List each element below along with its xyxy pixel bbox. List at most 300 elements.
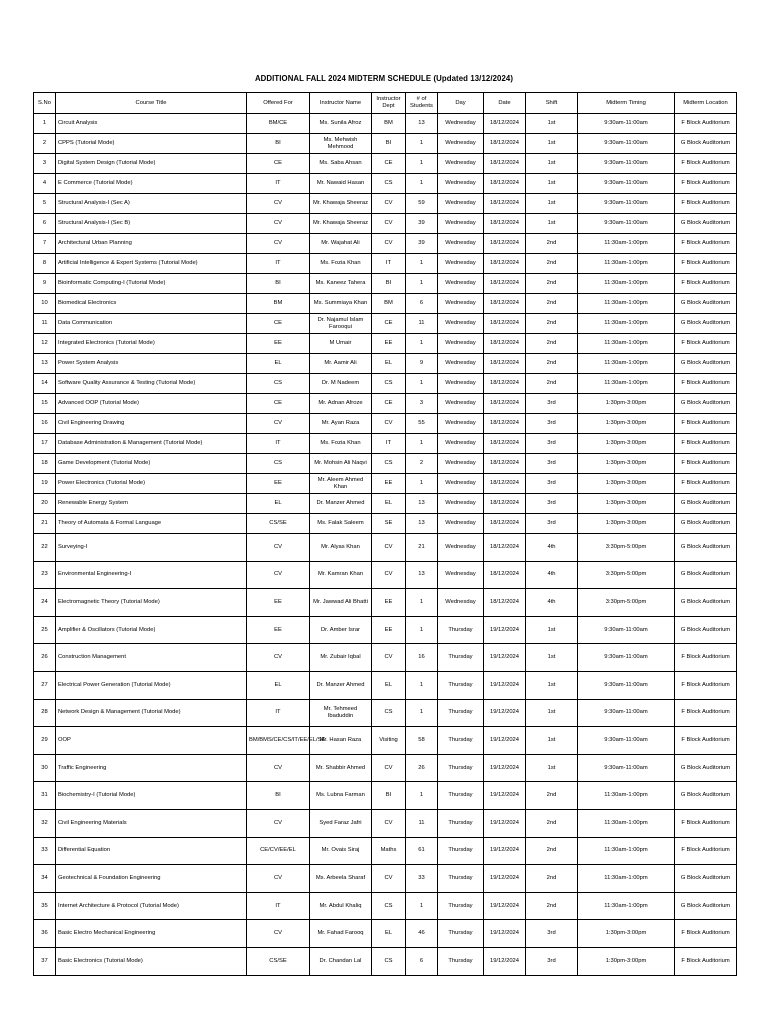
table-row <box>34 434 737 454</box>
cell-shift: 1st <box>526 154 578 174</box>
cell-shift: 2nd <box>526 837 578 865</box>
cell-midterm-location: G Block Auditorium <box>675 294 737 314</box>
cell-midterm-location: F Block Auditorium <box>675 254 737 274</box>
cell-midterm-location: F Block Auditorium <box>675 274 737 294</box>
cell-num-students: 33 <box>406 865 438 893</box>
cell-shift: 3rd <box>526 434 578 454</box>
cell-sno: 6 <box>34 214 56 234</box>
table-row <box>34 354 737 374</box>
cell-day: Wednesday <box>438 334 484 354</box>
cell-midterm-timing: 9:30am-11:00am <box>578 134 675 154</box>
cell-midterm-timing: 1:30pm-3:00pm <box>578 394 675 414</box>
cell-sno: 20 <box>34 494 56 514</box>
cell-date: 19/12/2024 <box>484 809 526 837</box>
cell-sno: 25 <box>34 616 56 644</box>
table-row <box>34 234 737 254</box>
cell-offered-for: CV <box>247 865 310 893</box>
cell-course-title: Power System Analysis <box>56 354 247 374</box>
cell-midterm-timing: 9:30am-11:00am <box>578 214 675 234</box>
cell-midterm-location: F Block Auditorium <box>675 154 737 174</box>
cell-shift: 2nd <box>526 294 578 314</box>
cell-midterm-location: G Block Auditorium <box>675 892 737 920</box>
header-sno: S.No <box>34 93 56 114</box>
cell-num-students: 55 <box>406 414 438 434</box>
cell-sno: 9 <box>34 274 56 294</box>
cell-offered-for: CS <box>247 374 310 394</box>
cell-midterm-location: G Block Auditorium <box>675 782 737 810</box>
cell-date: 18/12/2024 <box>484 114 526 134</box>
cell-instructor-name: M Umair <box>310 334 372 354</box>
cell-course-title: Bioinformatic Computing-I (Tutorial Mode) <box>56 274 247 294</box>
cell-sno: 23 <box>34 561 56 589</box>
cell-midterm-location: G Block Auditorium <box>675 514 737 534</box>
cell-day: Wednesday <box>438 354 484 374</box>
cell-sno: 37 <box>34 947 56 975</box>
cell-day: Wednesday <box>438 114 484 134</box>
cell-midterm-timing: 1:30pm-3:00pm <box>578 494 675 514</box>
cell-midterm-timing: 1:30pm-3:00pm <box>578 414 675 434</box>
cell-shift: 1st <box>526 194 578 214</box>
cell-instructor-dept: Visiting <box>372 727 406 755</box>
cell-sno: 5 <box>34 194 56 214</box>
cell-offered-for: CV <box>247 414 310 434</box>
cell-date: 18/12/2024 <box>484 494 526 514</box>
cell-day: Thursday <box>438 782 484 810</box>
cell-num-students: 59 <box>406 194 438 214</box>
cell-instructor-dept: CS <box>372 374 406 394</box>
document-title: ADDITIONAL FALL 2024 MIDTERM SCHEDULE (Updated 13/12/2024) <box>254 74 514 83</box>
cell-shift: 3rd <box>526 494 578 514</box>
cell-num-students: 13 <box>406 114 438 134</box>
cell-course-title: Biomedical Electronics <box>56 294 247 314</box>
table-row <box>34 454 737 474</box>
cell-midterm-location: F Block Auditorium <box>675 194 737 214</box>
cell-instructor-dept: CV <box>372 754 406 782</box>
header-midterm-timing: Midterm Timing <box>578 93 675 114</box>
cell-instructor-name: Mr. Adnan Afroze <box>310 394 372 414</box>
cell-midterm-location: F Block Auditorium <box>675 920 737 948</box>
cell-date: 18/12/2024 <box>484 474 526 494</box>
cell-instructor-dept: SE <box>372 514 406 534</box>
cell-date: 18/12/2024 <box>484 534 526 562</box>
cell-num-students: 11 <box>406 314 438 334</box>
cell-instructor-name: Mr. Hasan Raza <box>310 727 372 755</box>
cell-instructor-dept: CS <box>372 174 406 194</box>
cell-num-students: 1 <box>406 699 438 727</box>
cell-offered-for: CE <box>247 394 310 414</box>
table-row <box>34 837 737 865</box>
cell-course-title: Power Electronics (Tutorial Mode) <box>56 474 247 494</box>
cell-midterm-location: F Block Auditorium <box>675 434 737 454</box>
header-num-students: # of Students <box>406 93 438 114</box>
cell-sno: 34 <box>34 865 56 893</box>
cell-midterm-location: F Block Auditorium <box>675 727 737 755</box>
cell-midterm-location: F Block Auditorium <box>675 837 737 865</box>
cell-date: 18/12/2024 <box>484 561 526 589</box>
table-row <box>34 474 737 494</box>
cell-offered-for: BI <box>247 274 310 294</box>
cell-num-students: 1 <box>406 589 438 617</box>
cell-shift: 1st <box>526 174 578 194</box>
cell-offered-for: IT <box>247 892 310 920</box>
cell-offered-for: IT <box>247 254 310 274</box>
cell-day: Thursday <box>438 699 484 727</box>
cell-midterm-timing: 9:30am-11:00am <box>578 194 675 214</box>
cell-midterm-timing: 11:30am-1:00pm <box>578 234 675 254</box>
cell-sno: 1 <box>34 114 56 134</box>
cell-day: Thursday <box>438 671 484 699</box>
cell-date: 19/12/2024 <box>484 837 526 865</box>
cell-instructor-name: Mr. Shabbir Ahmed <box>310 754 372 782</box>
cell-offered-for: CS/SE <box>247 514 310 534</box>
cell-course-title: Network Design & Management (Tutorial Mode) <box>56 699 247 727</box>
cell-num-students: 1 <box>406 782 438 810</box>
cell-instructor-name: Mr. Zubair Iqbal <box>310 644 372 672</box>
cell-offered-for: CS/SE <box>247 947 310 975</box>
cell-course-title: Environmental Engineering-I <box>56 561 247 589</box>
cell-course-title: Differential Equation <box>56 837 247 865</box>
cell-offered-for: CV <box>247 194 310 214</box>
cell-course-title: E Commerce (Tutorial Mode) <box>56 174 247 194</box>
cell-sno: 11 <box>34 314 56 334</box>
cell-date: 19/12/2024 <box>484 699 526 727</box>
cell-offered-for: CV <box>247 644 310 672</box>
cell-sno: 3 <box>34 154 56 174</box>
header-midterm-location: Midterm Location <box>675 93 737 114</box>
cell-midterm-timing: 1:30pm-3:00pm <box>578 474 675 494</box>
table-row <box>34 514 737 534</box>
cell-midterm-timing: 1:30pm-3:00pm <box>578 947 675 975</box>
cell-instructor-name: Mr. Kamran Khan <box>310 561 372 589</box>
cell-offered-for: CE <box>247 154 310 174</box>
cell-midterm-timing: 9:30am-11:00am <box>578 616 675 644</box>
cell-midterm-location: G Block Auditorium <box>675 494 737 514</box>
cell-instructor-dept: CV <box>372 561 406 589</box>
cell-shift: 3rd <box>526 947 578 975</box>
cell-course-title: Game Development (Tutorial Mode) <box>56 454 247 474</box>
header-course-title: Course Title <box>56 93 247 114</box>
cell-shift: 2nd <box>526 254 578 274</box>
cell-sno: 28 <box>34 699 56 727</box>
cell-instructor-name: Mr. Tehmeed Ibaduddin <box>310 699 372 727</box>
cell-shift: 1st <box>526 134 578 154</box>
cell-shift: 2nd <box>526 234 578 254</box>
cell-midterm-timing: 11:30am-1:00pm <box>578 837 675 865</box>
cell-date: 19/12/2024 <box>484 892 526 920</box>
cell-instructor-name: Mr. Abdul Khaliq <box>310 892 372 920</box>
cell-shift: 3rd <box>526 454 578 474</box>
cell-num-students: 1 <box>406 154 438 174</box>
cell-midterm-location: G Block Auditorium <box>675 616 737 644</box>
table-row <box>34 154 737 174</box>
cell-offered-for: BM/CE <box>247 114 310 134</box>
cell-day: Wednesday <box>438 254 484 274</box>
cell-day: Wednesday <box>438 589 484 617</box>
table-row <box>34 494 737 514</box>
cell-instructor-dept: CV <box>372 414 406 434</box>
cell-instructor-name: Mr. Mohsin Ali Naqvi <box>310 454 372 474</box>
cell-shift: 1st <box>526 616 578 644</box>
cell-date: 18/12/2024 <box>484 354 526 374</box>
cell-instructor-dept: EE <box>372 616 406 644</box>
cell-day: Wednesday <box>438 154 484 174</box>
schedule-body <box>34 114 737 976</box>
cell-offered-for: CV <box>247 809 310 837</box>
cell-instructor-dept: CS <box>372 454 406 474</box>
header-instructor-dept: Instructor Dept <box>372 93 406 114</box>
cell-sno: 36 <box>34 920 56 948</box>
cell-midterm-location: F Block Auditorium <box>675 947 737 975</box>
cell-midterm-location: G Block Auditorium <box>675 314 737 334</box>
cell-day: Thursday <box>438 616 484 644</box>
table-row <box>34 294 737 314</box>
table-row <box>34 809 737 837</box>
cell-midterm-location: G Block Auditorium <box>675 354 737 374</box>
cell-day: Wednesday <box>438 514 484 534</box>
cell-sno: 27 <box>34 671 56 699</box>
cell-sno: 12 <box>34 334 56 354</box>
cell-midterm-timing: 11:30am-1:00pm <box>578 314 675 334</box>
cell-day: Thursday <box>438 865 484 893</box>
cell-shift: 2nd <box>526 892 578 920</box>
cell-offered-for: EE <box>247 334 310 354</box>
cell-instructor-dept: CV <box>372 214 406 234</box>
cell-offered-for: CV <box>247 534 310 562</box>
cell-day: Thursday <box>438 947 484 975</box>
cell-sno: 24 <box>34 589 56 617</box>
cell-num-students: 11 <box>406 809 438 837</box>
cell-course-title: Geotechnical & Foundation Engineering <box>56 865 247 893</box>
cell-midterm-timing: 1:30pm-3:00pm <box>578 514 675 534</box>
table-row <box>34 134 737 154</box>
cell-course-title: Construction Management <box>56 644 247 672</box>
table-row <box>34 920 737 948</box>
cell-course-title: Circuit Analysis <box>56 114 247 134</box>
cell-midterm-timing: 3:30pm-5:00pm <box>578 534 675 562</box>
cell-num-students: 26 <box>406 754 438 782</box>
cell-instructor-dept: BI <box>372 782 406 810</box>
cell-instructor-name: Ms. Sunila Afroz <box>310 114 372 134</box>
cell-num-students: 58 <box>406 727 438 755</box>
cell-offered-for: CE/CV/EE/EL <box>247 837 310 865</box>
cell-midterm-location: F Block Auditorium <box>675 334 737 354</box>
cell-course-title: Electrical Power Generation (Tutorial Mode) <box>56 671 247 699</box>
header-day: Day <box>438 93 484 114</box>
cell-day: Thursday <box>438 920 484 948</box>
cell-shift: 2nd <box>526 334 578 354</box>
cell-shift: 1st <box>526 214 578 234</box>
cell-shift: 2nd <box>526 865 578 893</box>
table-row <box>34 314 737 334</box>
cell-course-title: Software Quality Assurance & Testing (Tutorial Mode) <box>56 374 247 394</box>
cell-midterm-location: G Block Auditorium <box>675 589 737 617</box>
cell-midterm-timing: 11:30am-1:00pm <box>578 374 675 394</box>
table-row <box>34 414 737 434</box>
cell-shift: 3rd <box>526 514 578 534</box>
cell-offered-for: CV <box>247 920 310 948</box>
cell-shift: 3rd <box>526 474 578 494</box>
cell-num-students: 1 <box>406 274 438 294</box>
cell-sno: 31 <box>34 782 56 810</box>
cell-sno: 10 <box>34 294 56 314</box>
cell-sno: 2 <box>34 134 56 154</box>
cell-num-students: 1 <box>406 134 438 154</box>
cell-instructor-name: Ms. Falak Saleem <box>310 514 372 534</box>
cell-midterm-timing: 9:30am-11:00am <box>578 114 675 134</box>
cell-instructor-dept: CS <box>372 699 406 727</box>
cell-day: Wednesday <box>438 274 484 294</box>
cell-sno: 18 <box>34 454 56 474</box>
cell-date: 19/12/2024 <box>484 727 526 755</box>
cell-shift: 1st <box>526 671 578 699</box>
cell-instructor-name: Ms. Mehwish Mehmood <box>310 134 372 154</box>
cell-course-title: Artificial Intelligence & Expert Systems (Tutorial Mode) <box>56 254 247 274</box>
cell-course-title: Renewable Energy System <box>56 494 247 514</box>
cell-instructor-dept: BI <box>372 134 406 154</box>
cell-offered-for: CE <box>247 314 310 334</box>
cell-course-title: Amplifier & Oscillators (Tutorial Mode) <box>56 616 247 644</box>
cell-offered-for: CV <box>247 234 310 254</box>
table-row <box>34 644 737 672</box>
cell-instructor-name: Mr. Alyas Khan <box>310 534 372 562</box>
cell-shift: 1st <box>526 114 578 134</box>
cell-date: 19/12/2024 <box>484 616 526 644</box>
table-row <box>34 754 737 782</box>
cell-shift: 2nd <box>526 809 578 837</box>
cell-midterm-timing: 3:30pm-5:00pm <box>578 589 675 617</box>
cell-midterm-location: G Block Auditorium <box>675 214 737 234</box>
cell-instructor-dept: EE <box>372 334 406 354</box>
cell-num-students: 39 <box>406 234 438 254</box>
cell-course-title: Electromagnetic Theory (Tutorial Mode) <box>56 589 247 617</box>
cell-date: 19/12/2024 <box>484 754 526 782</box>
header-row <box>34 93 737 114</box>
cell-date: 18/12/2024 <box>484 374 526 394</box>
cell-instructor-dept: CE <box>372 314 406 334</box>
cell-day: Wednesday <box>438 454 484 474</box>
cell-date: 18/12/2024 <box>484 154 526 174</box>
cell-date: 19/12/2024 <box>484 671 526 699</box>
cell-instructor-name: Ms. Lubna Farman <box>310 782 372 810</box>
cell-instructor-dept: IT <box>372 434 406 454</box>
cell-num-students: 13 <box>406 561 438 589</box>
cell-instructor-name: Mr. Ayan Raza <box>310 414 372 434</box>
cell-num-students: 1 <box>406 254 438 274</box>
cell-instructor-name: Ms. Fozia Khan <box>310 434 372 454</box>
cell-shift: 4th <box>526 589 578 617</box>
cell-num-students: 21 <box>406 534 438 562</box>
cell-midterm-location: F Block Auditorium <box>675 374 737 394</box>
cell-midterm-location: G Block Auditorium <box>675 865 737 893</box>
cell-date: 19/12/2024 <box>484 865 526 893</box>
cell-day: Wednesday <box>438 314 484 334</box>
cell-instructor-dept: BM <box>372 294 406 314</box>
cell-offered-for: EE <box>247 474 310 494</box>
cell-shift: 1st <box>526 644 578 672</box>
cell-shift: 2nd <box>526 782 578 810</box>
cell-midterm-location: G Block Auditorium <box>675 561 737 589</box>
cell-midterm-timing: 9:30am-11:00am <box>578 174 675 194</box>
cell-course-title: Structural Analysis-I (Sec A) <box>56 194 247 214</box>
cell-num-students: 6 <box>406 294 438 314</box>
cell-shift: 1st <box>526 754 578 782</box>
cell-num-students: 1 <box>406 474 438 494</box>
cell-date: 18/12/2024 <box>484 334 526 354</box>
cell-shift: 2nd <box>526 314 578 334</box>
cell-date: 18/12/2024 <box>484 234 526 254</box>
cell-day: Wednesday <box>438 434 484 454</box>
cell-day: Wednesday <box>438 194 484 214</box>
cell-offered-for: IT <box>247 699 310 727</box>
cell-midterm-timing: 11:30am-1:00pm <box>578 865 675 893</box>
cell-day: Wednesday <box>438 374 484 394</box>
cell-date: 19/12/2024 <box>484 920 526 948</box>
cell-instructor-dept: BM <box>372 114 406 134</box>
cell-sno: 7 <box>34 234 56 254</box>
cell-date: 18/12/2024 <box>484 274 526 294</box>
table-row <box>34 374 737 394</box>
cell-midterm-location: F Block Auditorium <box>675 671 737 699</box>
cell-offered-for: CV <box>247 561 310 589</box>
cell-midterm-timing: 1:30pm-3:00pm <box>578 920 675 948</box>
cell-course-title: Database Administration & Management (Tutorial Mode) <box>56 434 247 454</box>
cell-instructor-dept: Maths <box>372 837 406 865</box>
cell-sno: 8 <box>34 254 56 274</box>
cell-shift: 3rd <box>526 414 578 434</box>
cell-midterm-location: F Block Auditorium <box>675 699 737 727</box>
cell-instructor-dept: CV <box>372 234 406 254</box>
cell-midterm-location: F Block Auditorium <box>675 114 737 134</box>
cell-course-title: Biochemistry-I (Tutorial Mode) <box>56 782 247 810</box>
cell-num-students: 9 <box>406 354 438 374</box>
table-row <box>34 699 737 727</box>
cell-instructor-dept: EE <box>372 474 406 494</box>
cell-instructor-dept: BI <box>372 274 406 294</box>
table-row <box>34 671 737 699</box>
cell-instructor-name: Ms. Arbeela Sharaf <box>310 865 372 893</box>
cell-midterm-location: F Block Auditorium <box>675 234 737 254</box>
cell-course-title: CPPS (Tutorial Mode) <box>56 134 247 154</box>
table-row <box>34 334 737 354</box>
cell-midterm-timing: 11:30am-1:00pm <box>578 274 675 294</box>
cell-instructor-dept: EL <box>372 920 406 948</box>
table-row <box>34 214 737 234</box>
cell-day: Thursday <box>438 644 484 672</box>
cell-date: 18/12/2024 <box>484 414 526 434</box>
cell-num-students: 1 <box>406 892 438 920</box>
cell-offered-for: IT <box>247 434 310 454</box>
table-row <box>34 616 737 644</box>
table-row <box>34 782 737 810</box>
cell-instructor-name: Ms. Kaneez Tahera <box>310 274 372 294</box>
cell-day: Thursday <box>438 837 484 865</box>
cell-midterm-timing: 9:30am-11:00am <box>578 644 675 672</box>
cell-offered-for: BM/BMS/CE/CS/IT/EE/EL/SE <box>247 727 310 755</box>
cell-shift: 1st <box>526 727 578 755</box>
cell-midterm-timing: 1:30pm-3:00pm <box>578 434 675 454</box>
cell-shift: 1st <box>526 699 578 727</box>
cell-sno: 26 <box>34 644 56 672</box>
cell-shift: 2nd <box>526 374 578 394</box>
cell-shift: 2nd <box>526 354 578 374</box>
cell-num-students: 2 <box>406 454 438 474</box>
cell-course-title: OOP <box>56 727 247 755</box>
cell-course-title: Civil Engineering Drawing <box>56 414 247 434</box>
cell-day: Wednesday <box>438 134 484 154</box>
cell-instructor-name: Dr. M Nadeem <box>310 374 372 394</box>
cell-day: Thursday <box>438 809 484 837</box>
table-row <box>34 174 737 194</box>
